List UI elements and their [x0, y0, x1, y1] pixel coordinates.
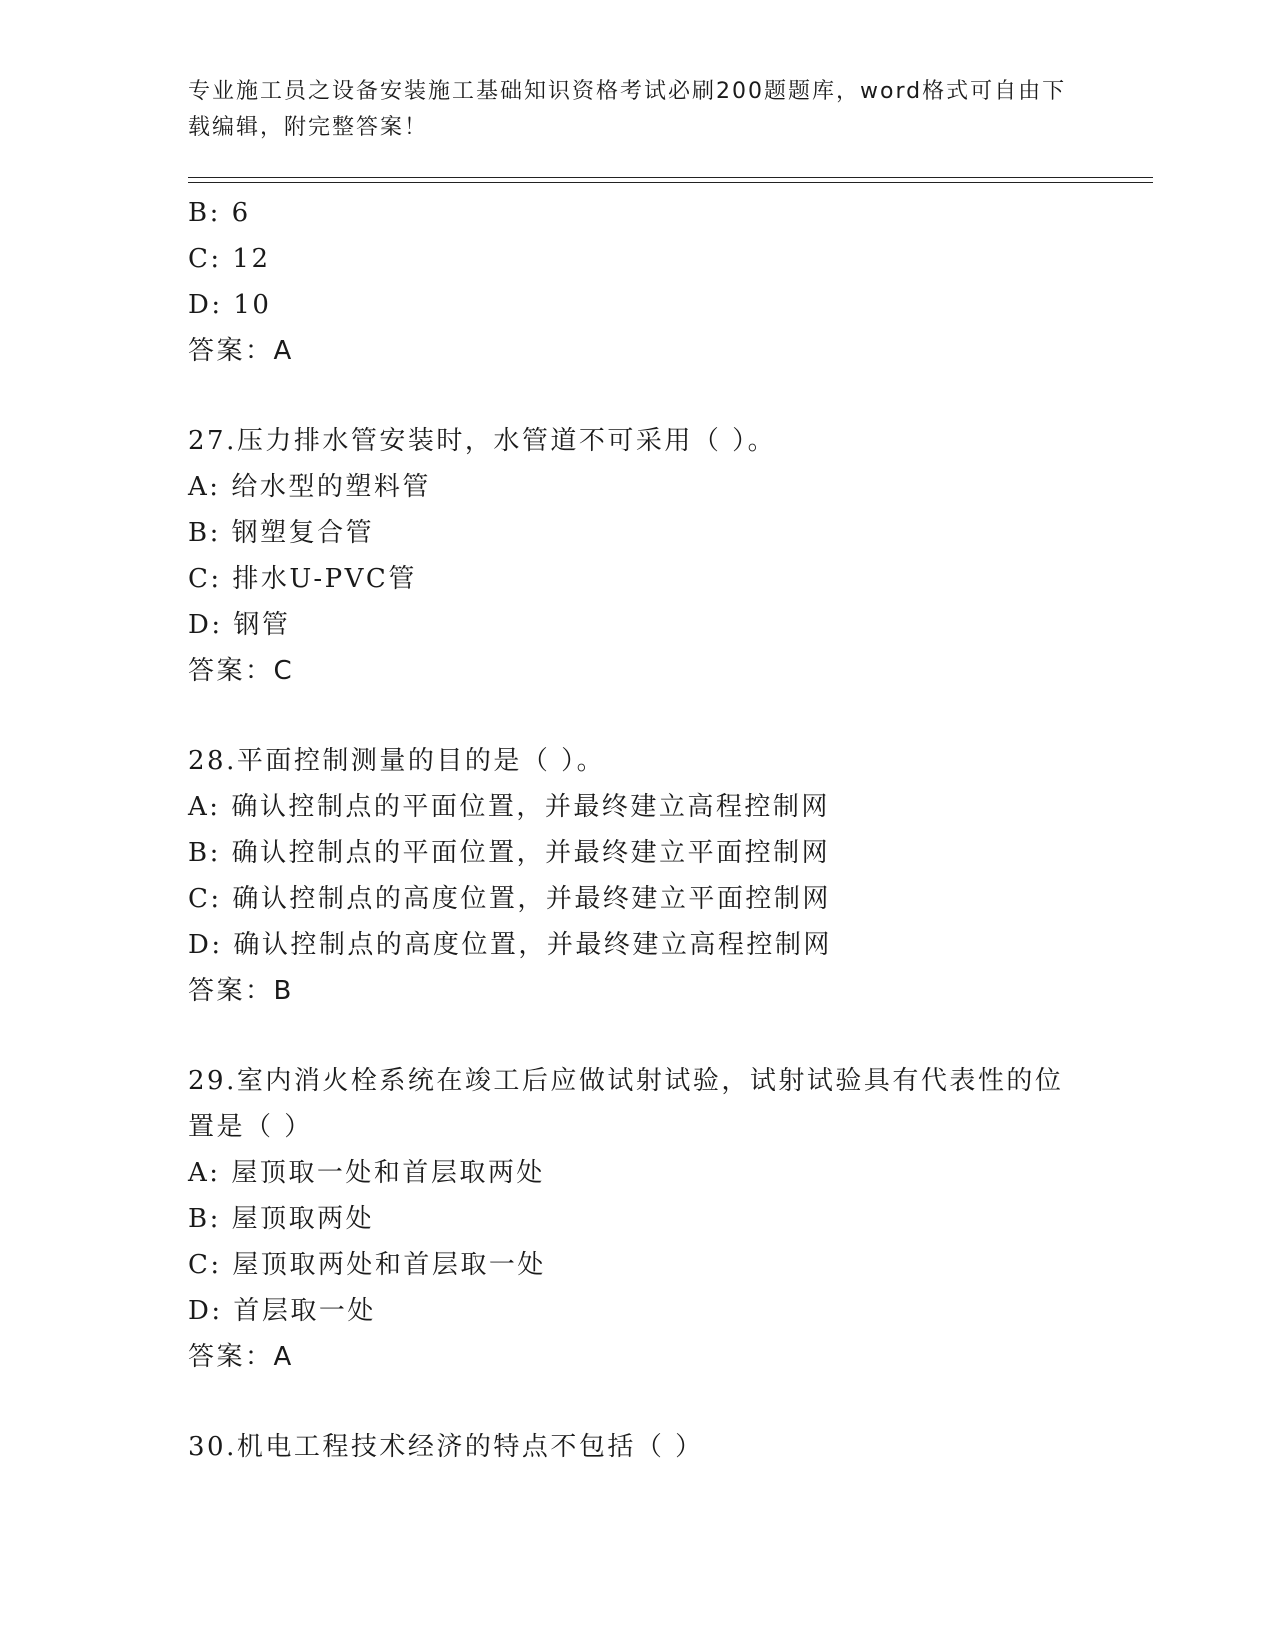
spacer	[188, 1380, 1088, 1424]
option-d	[188, 602, 1088, 648]
option-text: 确认控制点的平面位置，并最终建立高程控制网	[231, 792, 830, 822]
answer-line: 答案：C	[188, 656, 295, 686]
spacer	[188, 694, 1088, 738]
option-label: C:	[188, 1250, 222, 1280]
option-label: B:	[188, 838, 221, 868]
option-text: 给水型的塑料管	[231, 472, 431, 502]
option-b	[188, 1196, 1088, 1242]
question-27	[188, 418, 1088, 694]
option-d	[188, 282, 1088, 328]
header-title: 专业施工员之设备安装施工基础知识资格考试必刷200题题库，word格式可自由下载编辑，附完整答案！	[188, 79, 1067, 140]
option-text: 屋顶取两处和首层取一处	[232, 1250, 546, 1280]
option-text: 6	[231, 198, 251, 228]
option-a	[188, 1150, 1088, 1196]
header-divider-bottom	[188, 182, 1153, 183]
answer-line: 答案：B	[188, 976, 294, 1006]
option-c	[188, 876, 1088, 922]
option-b	[188, 510, 1088, 556]
option-text: 钢塑复合管	[231, 518, 375, 548]
question-stem: 29.室内消火栓系统在竣工后应做试射试验，试射试验具有代表性的位置是（ ）	[188, 1066, 1064, 1142]
option-label: D:	[188, 930, 223, 960]
option-label: D:	[188, 610, 223, 640]
option-text: 12	[232, 244, 271, 274]
spacer	[188, 374, 1088, 418]
option-label: A:	[188, 792, 221, 822]
option-c	[188, 1242, 1088, 1288]
option-b	[188, 830, 1088, 876]
option-text: 确认控制点的平面位置，并最终建立平面控制网	[231, 838, 831, 868]
option-a	[188, 464, 1088, 510]
option-label: D:	[188, 290, 223, 320]
option-text: 钢管	[233, 610, 291, 640]
question-stem: 28.平面控制测量的目的是（ ）。	[188, 746, 606, 776]
answer-line: 答案：A	[188, 1342, 294, 1372]
option-text: 屋顶取一处和首层取两处	[231, 1158, 545, 1188]
option-c	[188, 236, 1088, 282]
question-stem: 27.压力排水管安装时，水管道不可采用（ ）。	[188, 426, 777, 456]
option-text: 排水U-PVC管	[232, 564, 417, 594]
question-30	[188, 1424, 1088, 1470]
option-text: 确认控制点的高度位置，并最终建立高程控制网	[233, 930, 832, 960]
option-a	[188, 784, 1088, 830]
option-d	[188, 1288, 1088, 1334]
option-text: 10	[233, 290, 272, 320]
question-29	[188, 1058, 1088, 1380]
question-list	[188, 190, 1088, 1470]
option-label: C:	[188, 884, 222, 914]
option-d	[188, 922, 1088, 968]
question-28	[188, 738, 1088, 1014]
option-label: C:	[188, 564, 222, 594]
option-text: 确认控制点的高度位置，并最终建立平面控制网	[232, 884, 831, 914]
question-stem: 30.机电工程技术经济的特点不包括（ ）	[188, 1432, 704, 1462]
option-label: B:	[188, 1204, 221, 1234]
option-c	[188, 556, 1088, 602]
header-divider-top	[188, 177, 1153, 178]
option-label: A:	[188, 1158, 221, 1188]
document-header	[188, 74, 1068, 146]
option-label: A:	[188, 472, 221, 502]
option-label: D:	[188, 1296, 223, 1326]
option-label: B:	[188, 198, 221, 228]
answer-line: 答案：A	[188, 336, 294, 366]
option-text: 首层取一处	[233, 1296, 376, 1326]
option-label: C:	[188, 244, 222, 274]
spacer	[188, 1014, 1088, 1058]
option-label: B:	[188, 518, 221, 548]
question-26-tail	[188, 190, 1088, 374]
option-b	[188, 190, 1088, 236]
option-text: 屋顶取两处	[231, 1204, 375, 1234]
